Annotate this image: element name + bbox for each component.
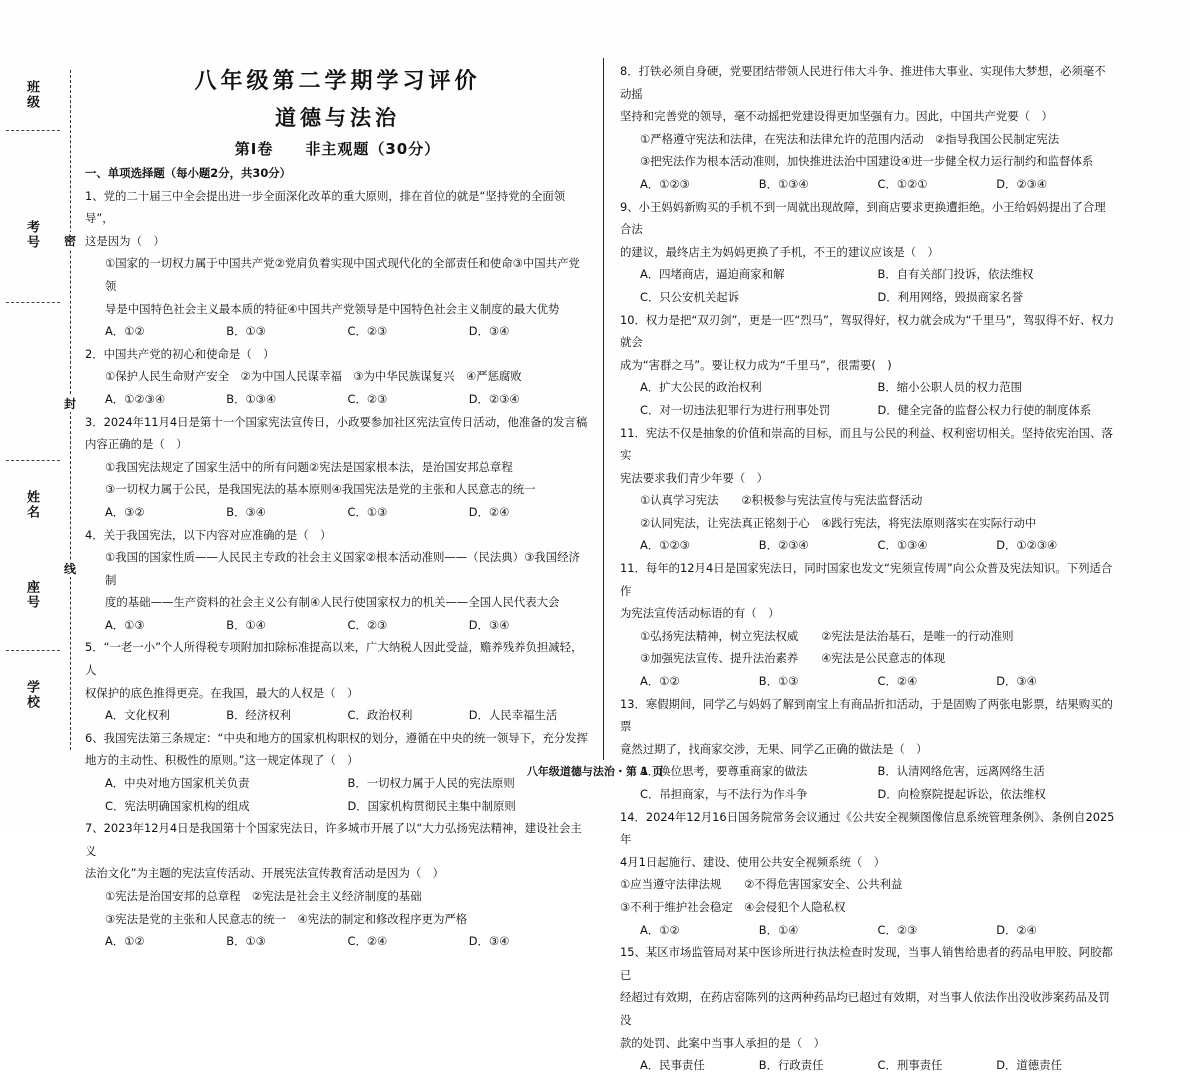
question-stem: 9、小王妈妈新购买的手机不到一周就出现故障，到商店要求更换遭拒绝。小王给妈妈提出了合理合法 [620, 199, 1106, 237]
question-block [85, 636, 590, 726]
answer-option: A．民事责任 [640, 1058, 705, 1073]
question-block [620, 60, 1115, 196]
answer-option: C．②③ [347, 324, 388, 339]
question-stem: 11．宪法不仅是抽象的价值和崇高的目标，而且与公民的利益、权利密切相关。坚持依宪治国、落实 [620, 425, 1113, 463]
answer-option: B．①③ [226, 324, 266, 339]
question-stem: 地方的主动性、积极性的原则。”这一规定体现了（ ） [85, 753, 359, 768]
answer-option: D．①②③④ [996, 538, 1058, 553]
question-stem: 2．中国共产党的初心和使命是（ ） [85, 346, 275, 361]
question-statement: ①我国的国家性质——人民民主专政的社会主义国家②根本活动准则——（民法典）③我国经济制 [105, 550, 580, 587]
question-statement: ①我国宪法规定了国家生活中的所有问题②宪法是国家根本法，是治国安邦总章程 [105, 459, 513, 474]
question-block [620, 309, 1115, 422]
question-block [85, 185, 590, 343]
answer-options [620, 670, 1115, 693]
question-statement: ③把宪法作为根本活动准则，加快推进法治中国建设④进一步健全权力运行制约和监督体系 [640, 154, 1094, 169]
answer-option: D．③④ [996, 674, 1037, 689]
question-statement: ③宪法是党的主张和人民意志的统一 ④宪法的制定和修改程序更为严格 [105, 911, 468, 926]
answer-option: C．②③ [347, 391, 388, 406]
question-stem: 的建议，最终店主为妈妈更换了手机，不王的建议应该是（ ） [620, 244, 939, 259]
answer-option: A．①② [640, 674, 680, 689]
question-stem: 7、2023年12月4日是我国第十个国家宪法日，许多城市开展了以“大力弘扬宪法精神，建设社会主义 [85, 821, 582, 858]
question-stem: 13．寒假期间，同学乙与妈妈了解到南宝上有商品折扣活动，于是固购了两张电影票，结果购买的票 [620, 696, 1113, 734]
exam-title: 八年级第二学期学习评价 [194, 69, 481, 94]
question-block [85, 817, 590, 953]
answer-option: B．②③④ [758, 538, 809, 553]
question-statement: ①弘扬宪法精神，树立宪法权威 ②宪法是法治基石，是唯一的行动准则 [640, 628, 1014, 643]
question-statement: ①应当遵守法律法规 ②不得危害国家安全、公共利益 [620, 877, 903, 892]
answer-options [620, 399, 1115, 422]
question-statement: ①认真学习宪法 ②积极参与宪法宣传与宪法监督活动 [640, 493, 923, 508]
question-stem: 成为“害群之马”。要让权力成为“千里马”，很需要( ) [620, 357, 892, 372]
answer-option: B．行政责任 [758, 1058, 824, 1073]
question-statement: ①国家的一切权力属于中国共产党②党肩负着实现中国式现代化的全部责任和使命③中国共产党领 [105, 256, 580, 293]
answer-option: B．①③ [226, 934, 266, 949]
question-stem: 坚持和完善党的领导，毫不动摇把党建设得更加坚强有力。因此，中国共产党要（ ） [620, 109, 1053, 124]
question-block [620, 196, 1115, 309]
answer-options [85, 795, 590, 818]
answer-option: D．道德责任 [996, 1058, 1062, 1073]
answer-option: C．②③ [347, 617, 388, 632]
question-block [85, 343, 590, 411]
right-question-list [620, 60, 1115, 1077]
question-stem: 3．2024年11月4日是第十一个国家宪法宣传日，小政要参加社区宪法宣传日活动，他准备的发言稿 [85, 414, 588, 429]
answer-option: D．人民幸福生活 [468, 708, 558, 723]
left-column [85, 58, 590, 953]
answer-options [620, 286, 1115, 309]
answer-option: D．③④ [468, 934, 510, 949]
answer-option: B．一切权力属于人民的宪法原则 [347, 776, 515, 791]
answer-option: A．③② [105, 504, 145, 519]
question-stem: 11．每年的12月4日是国家宪法日，同时国家也发文“宪须宣传周”向公众普及宪法知识。下列适合作 [620, 561, 1113, 598]
question-block [620, 557, 1115, 693]
binding-label-exam-no: 考号 [24, 220, 39, 250]
answer-option: A．①③ [105, 617, 145, 632]
question-statement: ③不利于维护社会稳定 ④会侵犯个人隐私权 [620, 899, 846, 914]
answer-option: B．认清网络危害，远离网络生活 [877, 764, 1045, 779]
answer-options [620, 534, 1115, 557]
answer-option: A．①② [105, 324, 145, 339]
answer-option: D．②④ [996, 922, 1037, 937]
binding-label-seat: 座号 [24, 580, 39, 610]
answer-options [620, 173, 1115, 196]
question-block [620, 806, 1115, 942]
answer-option: D．②③④ [468, 391, 520, 406]
answer-option: A．①②③ [640, 176, 690, 191]
answer-options [85, 930, 590, 953]
question-stem: 经超过有效期，在药店窑陈列的这两种药品均已超过有效期，对当事人依法作出没收涉案药品及罚没 [620, 990, 1110, 1027]
question-stem: 4月1日起施行、建设、使用公共安全视频系统（ ） [620, 854, 886, 869]
binding-label-name: 姓名 [24, 490, 39, 520]
binding-blank [6, 650, 60, 651]
answer-option: B．①④ [758, 922, 799, 937]
question-stem: 6、我国宪法第三条规定：“中央和地方的国家机构职权的划分，遵循在中央的统一领导下，充分发挥 [85, 730, 588, 745]
answer-option: D．②③④ [996, 176, 1048, 191]
answer-option: A．①② [640, 922, 680, 937]
answer-option: A．①② [105, 934, 145, 949]
answer-option: A．中央对地方国家机关负责 [105, 776, 250, 791]
question-stem: 宪法要求我们青少年要（ ） [620, 470, 769, 485]
answer-option: B．①③④ [226, 391, 277, 406]
question-stem: 4．关于我国宪法，以下内容对应准确的是（ ） [85, 527, 332, 542]
answer-option: C．宪法明确国家机构的组成 [105, 798, 250, 813]
seal-char-feng: 封 [64, 397, 77, 411]
answer-options [85, 388, 590, 411]
left-question-list [85, 185, 590, 953]
answer-option: B．缩小公职人员的权力范围 [877, 380, 1023, 395]
answer-option: B．①③④ [758, 176, 809, 191]
question-stem: 为宪法宣传活动标语的有（ ） [620, 606, 780, 621]
answer-option: A．扩大公民的政治权利 [640, 380, 762, 395]
question-block [620, 693, 1115, 806]
question-stem: 1、党的二十届三中全会提出进一步全面深化改革的重大原则，排在首位的就是“坚持党的全面领导”， [85, 188, 566, 226]
question-stem: 10．权力是把“双刃剑”，更是一匹“烈马”，驾驭得好，权力就会成为“千里马”，驾驭得不好、权力就会 [620, 312, 1115, 350]
answer-options [620, 376, 1115, 399]
question-stem: 这是因为（ ） [85, 233, 165, 248]
answer-option: C．吊担商家，与不法行为作斗争 [640, 787, 808, 801]
answer-options [620, 1054, 1115, 1077]
answer-option: D．国家机构贯彻民主集中制原则 [347, 798, 516, 813]
question-block [620, 941, 1115, 1077]
right-column [620, 60, 1115, 1077]
question-statement: 导是中国特色社会主义最本质的特征④中国共产党领导是中国特色社会主义制度的最大优势 [105, 301, 560, 316]
question-stem: 15、某区市场监管局对某中医诊所进行执法检查时发现，当事人销售给患者的药品电甲胶、阿胶都已 [620, 945, 1113, 982]
answer-options [620, 263, 1115, 286]
answer-option: D．②④ [468, 504, 510, 519]
binding-label-school: 学校 [24, 680, 39, 710]
question-stem: 内容正确的是（ ） [85, 437, 188, 452]
question-stem: 竟然过期了，找商家交涉，无果、同学乙正确的做法是（ ） [620, 741, 928, 756]
answer-option: D．健全完备的监督公权力行使的制度体系 [877, 402, 1092, 417]
answer-option: C．①②① [877, 176, 928, 191]
answer-option: C．①③④ [877, 538, 928, 553]
volume-title: 第Ⅰ卷 非主观题（30分） [234, 140, 441, 158]
answer-option: D．③④ [468, 324, 510, 339]
answer-options [85, 704, 590, 727]
binding-label-class: 班级 [24, 80, 39, 110]
answer-option: B．①③ [758, 674, 799, 689]
question-statement: ①严格遵守宪法和法律，在宪法和法律允许的范围内活动 ②指导我国公民制定宪法 [640, 131, 1060, 146]
seal-char-mi: 密 [64, 234, 77, 248]
answer-options [85, 320, 590, 343]
binding-blank [6, 302, 60, 303]
binding-blank [6, 130, 60, 131]
question-statement: 度的基础——生产资料的社会主义公有制④人民行使国家权力的机关——全国人民代表大会 [105, 595, 560, 610]
question-block [85, 411, 590, 524]
answer-option: C．对一切违法犯罪行为进行刑事处罚 [640, 402, 831, 417]
page-footer: 八年级道德与法治・第 1 页 [526, 765, 664, 778]
question-statement: ①宪法是治国安邦的总章程 ②宪法是社会主义经济制度的基础 [105, 889, 422, 903]
answer-option: B．经济权利 [226, 708, 292, 723]
answer-option: C．政治权利 [347, 708, 413, 723]
binding-strip [0, 60, 78, 800]
question-block [85, 524, 590, 637]
question-statement: ①保护人民生命财产安全 ②为中国人民谋幸福 ③为中华民族谋复兴 ④严惩腐败 [105, 369, 522, 384]
question-stem: 权保护的底色推得更亮。在我国，最大的人权是（ ） [85, 685, 359, 700]
question-statement: ③一切权力属于公民，是我国宪法的基本原则④我国宪法是党的主张和人民意志的统一 [105, 482, 536, 497]
answer-option: C．只公安机关起诉 [640, 289, 740, 304]
answer-option: A．①②③④ [105, 391, 166, 406]
question-stem: 8．打铁必须自身硬，党要团结带领人民进行伟大斗争、推进伟大事业、实现伟大梦想，必须毫不动摇 [620, 64, 1106, 101]
answer-options [85, 614, 590, 637]
question-stem: 法治文化”为主题的宪法宣传活动、开展宪法宣传教育活动是因为（ ） [85, 866, 445, 881]
answer-option: D．③④ [468, 617, 510, 632]
answer-option: C．①③ [347, 504, 388, 519]
answer-option: A．四堵商店，逼迫商家和解 [640, 267, 785, 282]
question-statement: ②认同宪法，让宪法真正铭刻于心 ④践行宪法，将宪法原则落实在实际行动中 [640, 515, 1037, 530]
question-stem: 14．2024年12月16日国务院常务会议通过《公共安全视频图像信息系统管理条例》、条例自2025年 [620, 809, 1115, 847]
column-divider [603, 58, 604, 760]
answer-option: C．②③ [877, 922, 918, 937]
answer-option: C．②④ [347, 934, 388, 949]
answer-option: A．①②③ [640, 538, 690, 553]
answer-option: D．利用网络，毁损商家名誉 [877, 289, 1023, 304]
answer-options [620, 783, 1115, 806]
answer-option: B．③④ [226, 504, 266, 519]
question-stem: 5．“一老一小”个人所得税专项附加扣除标准提高以来，广大纳税人因此受益，赡养残养负担减轻，人 [85, 640, 583, 678]
answer-options [620, 919, 1115, 942]
answer-option: D．向检察院提起诉讼，依法维权 [877, 787, 1046, 801]
question-block [620, 422, 1115, 558]
seal-char-xian: 线 [64, 562, 77, 576]
question-statement: ③加强宪法宣传、提升法治素养 ④宪法是公民意志的体现 [640, 651, 946, 666]
binding-blank [6, 460, 60, 461]
answer-option: C．刑事责任 [877, 1058, 943, 1073]
answer-option: A．换位思考，要尊重商家的做法 [640, 764, 808, 779]
answer-option: B．①④ [226, 617, 266, 632]
answer-options [85, 501, 590, 524]
section-heading: 一、单项选择题（每小题2分，共30分） [85, 166, 292, 180]
subject-title: 道德与法治 [275, 106, 400, 130]
answer-option: A．文化权利 [105, 708, 170, 723]
question-stem: 款的处罚、此案中当事人承担的是（ ） [620, 1035, 826, 1050]
answer-option: B．自有关部门投诉，依法维权 [877, 267, 1034, 282]
answer-option: C．②④ [877, 674, 918, 689]
